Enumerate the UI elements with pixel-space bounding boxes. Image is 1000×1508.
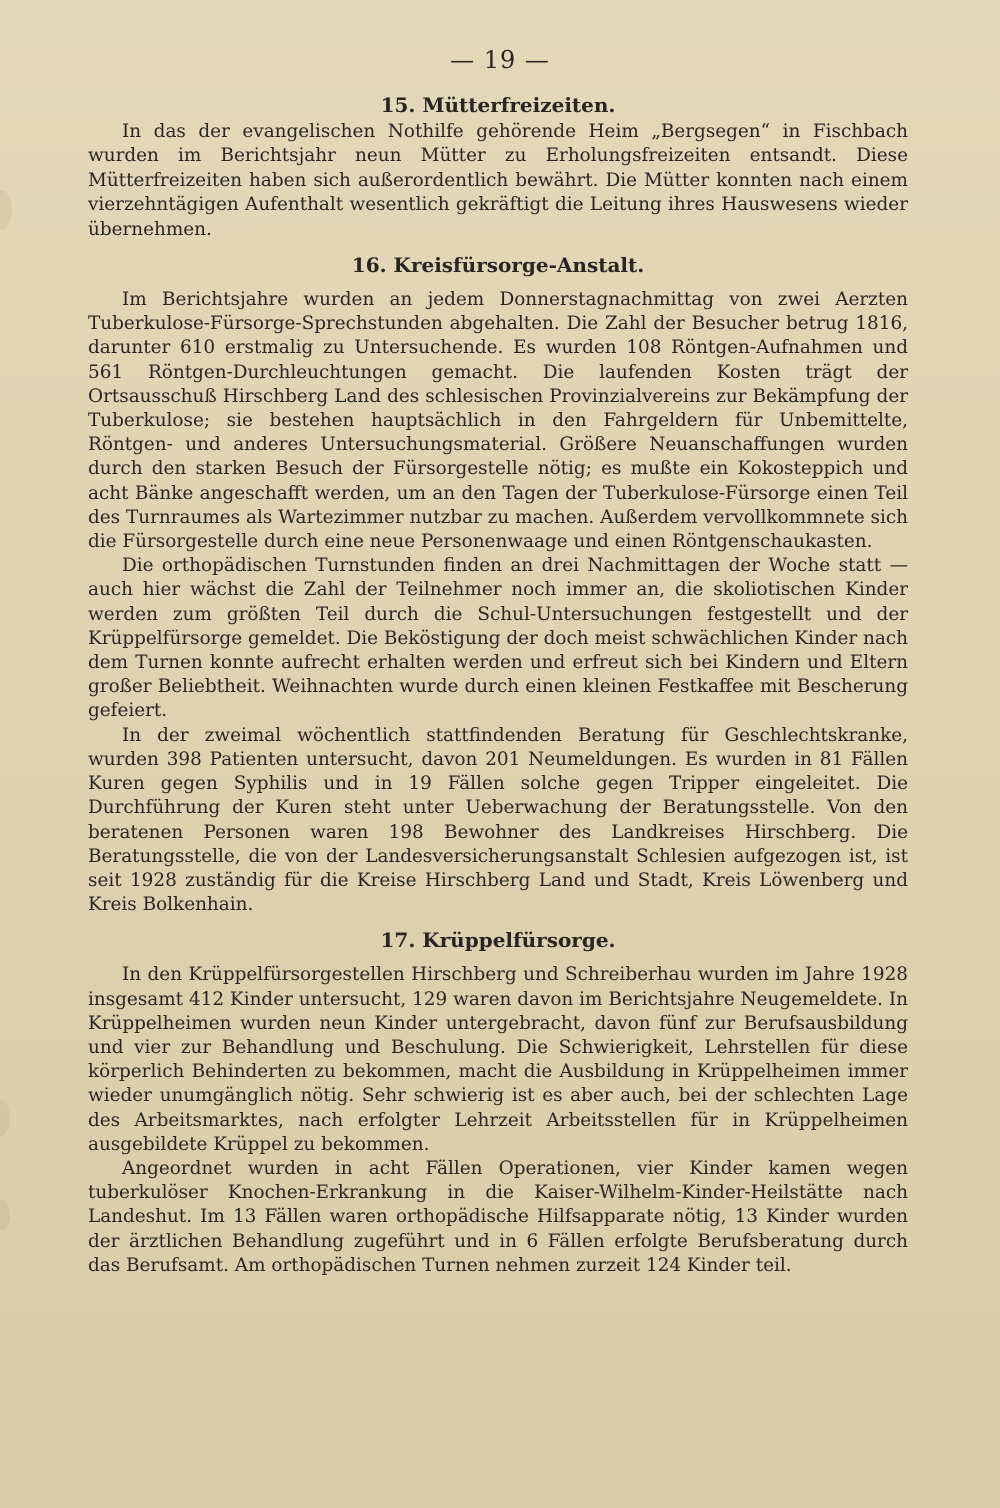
section-muetterfreizeiten	[88, 92, 908, 242]
paper-stain	[0, 1100, 10, 1136]
paragraph: In den Krüppelfürsorgestellen Hirschberg und Schreiberhau wurden im Jahre 1928 insgesamt 412 Kinder untersucht, 129 waren davon im Berichtsjahre Neugemeldete. In Krüppelheimen wurden neun Kinder untergebracht, davon fünf zur Berufsausbildung und vier zur Behandlung und Beschulung. Die Schwierigkeit, Lehrstellen für diese körperlich Behinderten zu bekommen, macht die Ausbildung in Krüppelheimen immer wieder unumgänglich nötig. Sehr schwierig ist es aber auch, bei der schlechten Lage des Arbeitsmarktes, nach erfolgter Lehrzeit Arbeitsstellen für in Krüppelheimen ausgebildete Krüppel zu bekommen.	[88, 964, 908, 1155]
paragraph: In der zweimal wöchentlich stattfindenden Beratung für Geschlechtskranke, wurden 398 Patienten untersucht, davon 201 Neumeldungen. Es wurden in 81 Fällen Kuren gegen Syphilis und in 19 Fällen solche gegen Tripper eingeleitet. Die Durchführung der Kuren steht unter Ueberwachung der Beratungsstelle. Von den beratenen Personen waren 198 Bewohner des Landkreises Hirschberg. Die Beratungsstelle, die von der Landesversicherungsanstalt Schlesien aufgezogen ist, ist seit 1928 zuständig für die Kreise Hirschberg Land und Stadt, Kreis Löwenberg und Kreis Bolkenhain.	[88, 724, 908, 916]
page-body	[88, 92, 908, 1278]
section-heading: 17. Krüppelfürsorge.	[380, 928, 616, 953]
paragraph: In das der evangelischen Nothilfe gehörende Heim „Bergsegen“ in Fischbach wurden im Berichtsjahr neun Mütter zu Erholungsfreizeiten entsandt. Diese Mütterfreizeiten haben sich außerordentlich bewährt. Die Mütter konnten nach einem vierzehntägigen Aufenthalt wesentlich gekräftigt die Leitung ihres Hauswesens wieder übernehmen.	[88, 121, 908, 240]
section-heading: 16. Kreisfürsorge-Anstalt.	[351, 253, 645, 278]
section-kreisfuersorge-anstalt	[88, 252, 908, 917]
paragraph: Die orthopädischen Turnstunden finden an drei Nachmittagen der Woche statt — auch hier wächst die Zahl der Teilnehmer noch immer an, die skoliotischen Kinder werden zum größten Teil durch die Schul-Untersuchungen festgestellt und der Krüppelfürsorge gemeldet. Die Beköstigung der doch meist schwächlichen Kinder nach dem Turnen konnte aufrecht erhalten werden und erfreut sich bei Kindern und Eltern großer Beliebtheit. Weihnachten wurde durch einen kleinen Festkaffee mit Bescherung gefeiert.	[88, 555, 908, 722]
page-number: — 19 —	[450, 46, 550, 74]
section-krueppelfuersorge	[88, 927, 908, 1278]
paragraph: Im Berichtsjahre wurden an jedem Donnerstagnachmittag von zwei Aerzten Tuberkulose-Fürsorge-Sprechstunden abgehalten. Die Zahl der Besucher betrug 1816, darunter 610 erstmalig zu Untersuchende. Es wurden 108 Röntgen-Aufnahmen und 561 Röntgen-Durchleuchtungen gemacht. Die laufenden Kosten trägt der Ortsausschuß Hirschberg Land des schlesischen Provinzialvereins zur Bekämpfung der Tuberkulose; sie bestehen hauptsächlich in den Fahrgeldern für Unbemittelte, Röntgen- und anderes Untersuchungsmaterial. Größere Neuanschaffungen wurden durch den starken Besuch der Fürsorgestelle nötig; es mußte ein Kokosteppich und acht Bänke angeschafft werden, um an den Tagen der Tuberkulose-Fürsorge einen Teil des Turnraumes als Wartezimmer nutzbar zu machen. Außerdem vervollkommnete sich die Fürsorgestelle durch eine neue Personenwaage und einen Röntgenschaukasten.	[88, 289, 908, 553]
section-heading: 15. Mütterfreizeiten.	[380, 93, 616, 117]
paper-stain	[0, 190, 12, 230]
paragraph: Angeordnet wurden in acht Fällen Operationen, vier Kinder kamen wegen tuberkulöser Knochen-Erkrankung in die Kaiser-Wilhelm-Kinder-Heilstätte nach Landeshut. Im 13 Fällen waren orthopädische Hilfsapparate nötig, 13 Kinder wurden der ärztlichen Behandlung zugeführt und in 6 Fällen erfolgte Berufsberatung durch das Berufsamt. Am orthopädischen Turnen nehmen zurzeit 124 Kinder teil.	[88, 1157, 908, 1276]
paper-stain	[0, 1200, 10, 1230]
